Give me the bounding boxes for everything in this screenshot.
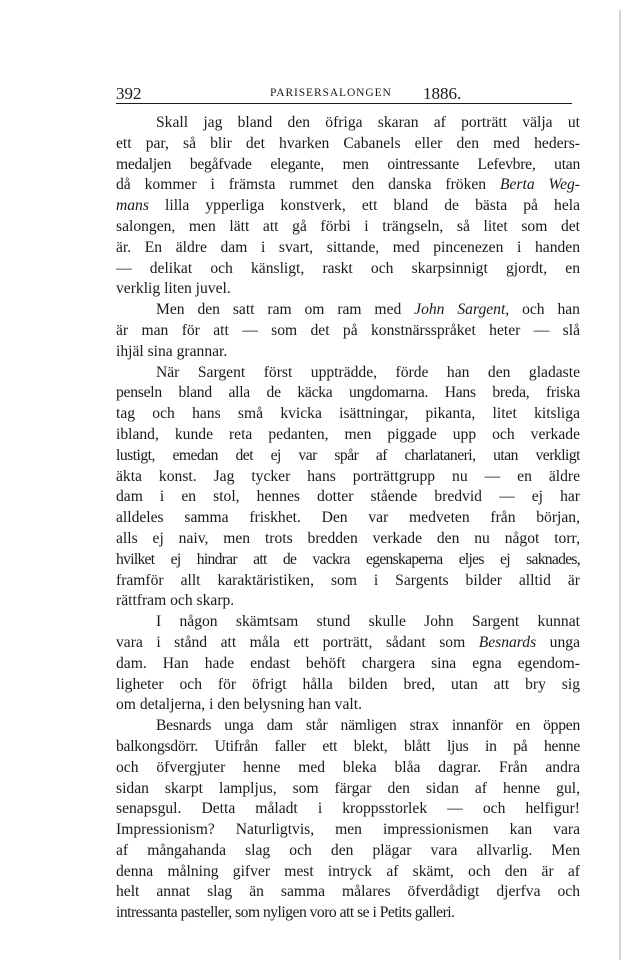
text-run: helt annat slag än samma målares öfverdådigt djerfva och [116, 883, 580, 901]
text-line [116, 737, 580, 758]
text-line [116, 571, 580, 592]
text-run: penseln bland alla de käcka ungdomarna. Hans breda, friska [116, 384, 580, 402]
text-line [116, 529, 580, 550]
text-run: sidan skarpt lampljus, som färgar den sidan af henne gul, [116, 779, 580, 797]
running-title: PARISERSALONGEN [270, 87, 392, 99]
text-line [116, 779, 580, 800]
text-line [116, 467, 580, 488]
text-line [116, 446, 580, 467]
text-line [116, 321, 580, 342]
body-text [116, 113, 580, 924]
text-run: I någon skämtsam stund skulle John Sargent kunnat [156, 613, 580, 631]
text-line [116, 799, 580, 820]
text-run: ihjäl sina grannar. [116, 342, 228, 360]
text-run: alls ej naiv, men trots bredden verkade den nu något torr, [116, 529, 580, 547]
italic-name: Berta Weg- [499, 176, 580, 194]
text-run: tag och hans små kvicka isättningar, pikanta, litet kitsliga [116, 405, 580, 423]
text-run: och öfvergjuter henne med bleka blåa dagrar. Från andra [116, 758, 580, 776]
text-run: unga [536, 633, 580, 651]
running-header [116, 84, 572, 104]
text-run: — delikat och känsligt, raskt och skarpsinnigt gjordt, en [116, 259, 580, 277]
text-line [116, 383, 580, 404]
text-line [116, 820, 580, 841]
text-run: , och han [505, 301, 580, 319]
text-run: äkta konst. Jag tycker hans porträttgrupp nu — en äldre [116, 467, 580, 485]
text-line [116, 425, 580, 446]
text-run: verklig liten juvel. [116, 280, 231, 298]
text-line [116, 404, 580, 425]
text-run: intressanta pasteller, som nyligen voro att se i Petits galleri. [116, 904, 455, 922]
text-line [116, 155, 580, 176]
text-line [116, 113, 580, 134]
text-run: salongen, men lätt att gå förbi i trängseln, så litet som det [116, 217, 580, 235]
text-line [116, 134, 580, 155]
text-line [116, 217, 580, 238]
text-run: dam. Han hade endast behöft chargera sina egna egendom- [116, 654, 580, 672]
text-line [116, 363, 580, 384]
text-run: När Sargent först uppträdde, förde han den gladaste [156, 363, 580, 381]
page-number: 392 [116, 84, 142, 103]
text-run: Besnards unga dam står nämligen strax innanför en öppen [156, 717, 580, 735]
text-run: då kommer i främsta rummet den danska fröken [116, 176, 500, 194]
text-line [116, 196, 580, 217]
text-run: senapsgul. Detta måladt i kroppsstorlek — och helfigur! [116, 800, 580, 818]
text-run: balkongsdörr. Utifrån faller ett blekt, blått ljus in på henne [116, 737, 580, 755]
text-line [116, 342, 580, 363]
text-line [116, 841, 580, 862]
text-run: Skall jag bland den öfriga skaran af porträtt välja ut [156, 114, 580, 131]
text-run: ett par, så blir det hvarken Cabanels eller den med heders- [116, 134, 580, 152]
header-rule [116, 103, 572, 104]
text-run: Men den satt ram om ram med [156, 301, 415, 319]
text-run: vara i stånd att måla ett porträtt, sådant som [116, 633, 479, 651]
text-run: är. En äldre dam i svart, sittande, med pincenezen i handen [116, 238, 580, 256]
text-run: lustigt, emedan det ej var spår af charlataneri, utan verkligt [116, 446, 580, 464]
italic-name: John Sargent [414, 301, 506, 319]
italic-name: Besnards [478, 633, 537, 651]
text-line [116, 758, 580, 779]
text-line [116, 550, 580, 571]
text-line [116, 716, 580, 737]
text-run: hvilket ej hindrar att de vackra egenskaperna eljes ej saknades, [116, 550, 580, 568]
text-run: ligheter och för öfrigt hålla bilden bred, utan att bry sig [116, 675, 580, 693]
text-line [116, 238, 580, 259]
text-run: om detaljerna, i den belysning han valt. [116, 696, 362, 714]
text-line [116, 279, 580, 300]
text-line [116, 695, 580, 716]
text-line [116, 508, 580, 529]
text-line [116, 175, 580, 196]
text-run: af mångahanda slag och den plägar vara allvarlig. Men [116, 841, 580, 859]
text-run: Impressionism? Naturligtvis, men impressionismen kan vara [116, 821, 580, 839]
text-line [116, 862, 580, 883]
text-run: dam i en stol, hennes dotter stående bredvid — ej har [116, 488, 580, 506]
text-run: medaljen begåfvade elegante, men ointressante Lefevbre, utan [116, 155, 580, 173]
text-line [116, 654, 580, 675]
text-run: denna målning gifver mest intryck af skämt, och den är af [116, 862, 580, 880]
text-line [116, 903, 580, 924]
text-line [116, 259, 580, 280]
text-line [116, 300, 580, 321]
text-run: alldeles samma friskhet. Den var medveten från början, [116, 509, 580, 527]
text-line [116, 487, 580, 508]
text-line [116, 675, 580, 696]
italic-name: mans [116, 197, 149, 215]
text-line [116, 882, 580, 903]
text-line [116, 633, 580, 654]
text-line [116, 591, 580, 612]
text-run: rättfram och skarp. [116, 592, 235, 610]
text-run: framför allt karaktäristiken, som i Sargents bilder alltid är [116, 571, 580, 589]
running-year: 1886. [423, 84, 462, 103]
page-edge-shadow [619, 10, 621, 960]
text-run: lilla ypperliga konstverk, ett bland de bästa på hela [148, 197, 580, 215]
text-run: ibland, kunde reta pedanten, men piggade upp och verkade [116, 425, 580, 443]
text-line [116, 612, 580, 633]
text-run: är man för att — som det på konstnärsspråket heter — slå [116, 321, 580, 339]
